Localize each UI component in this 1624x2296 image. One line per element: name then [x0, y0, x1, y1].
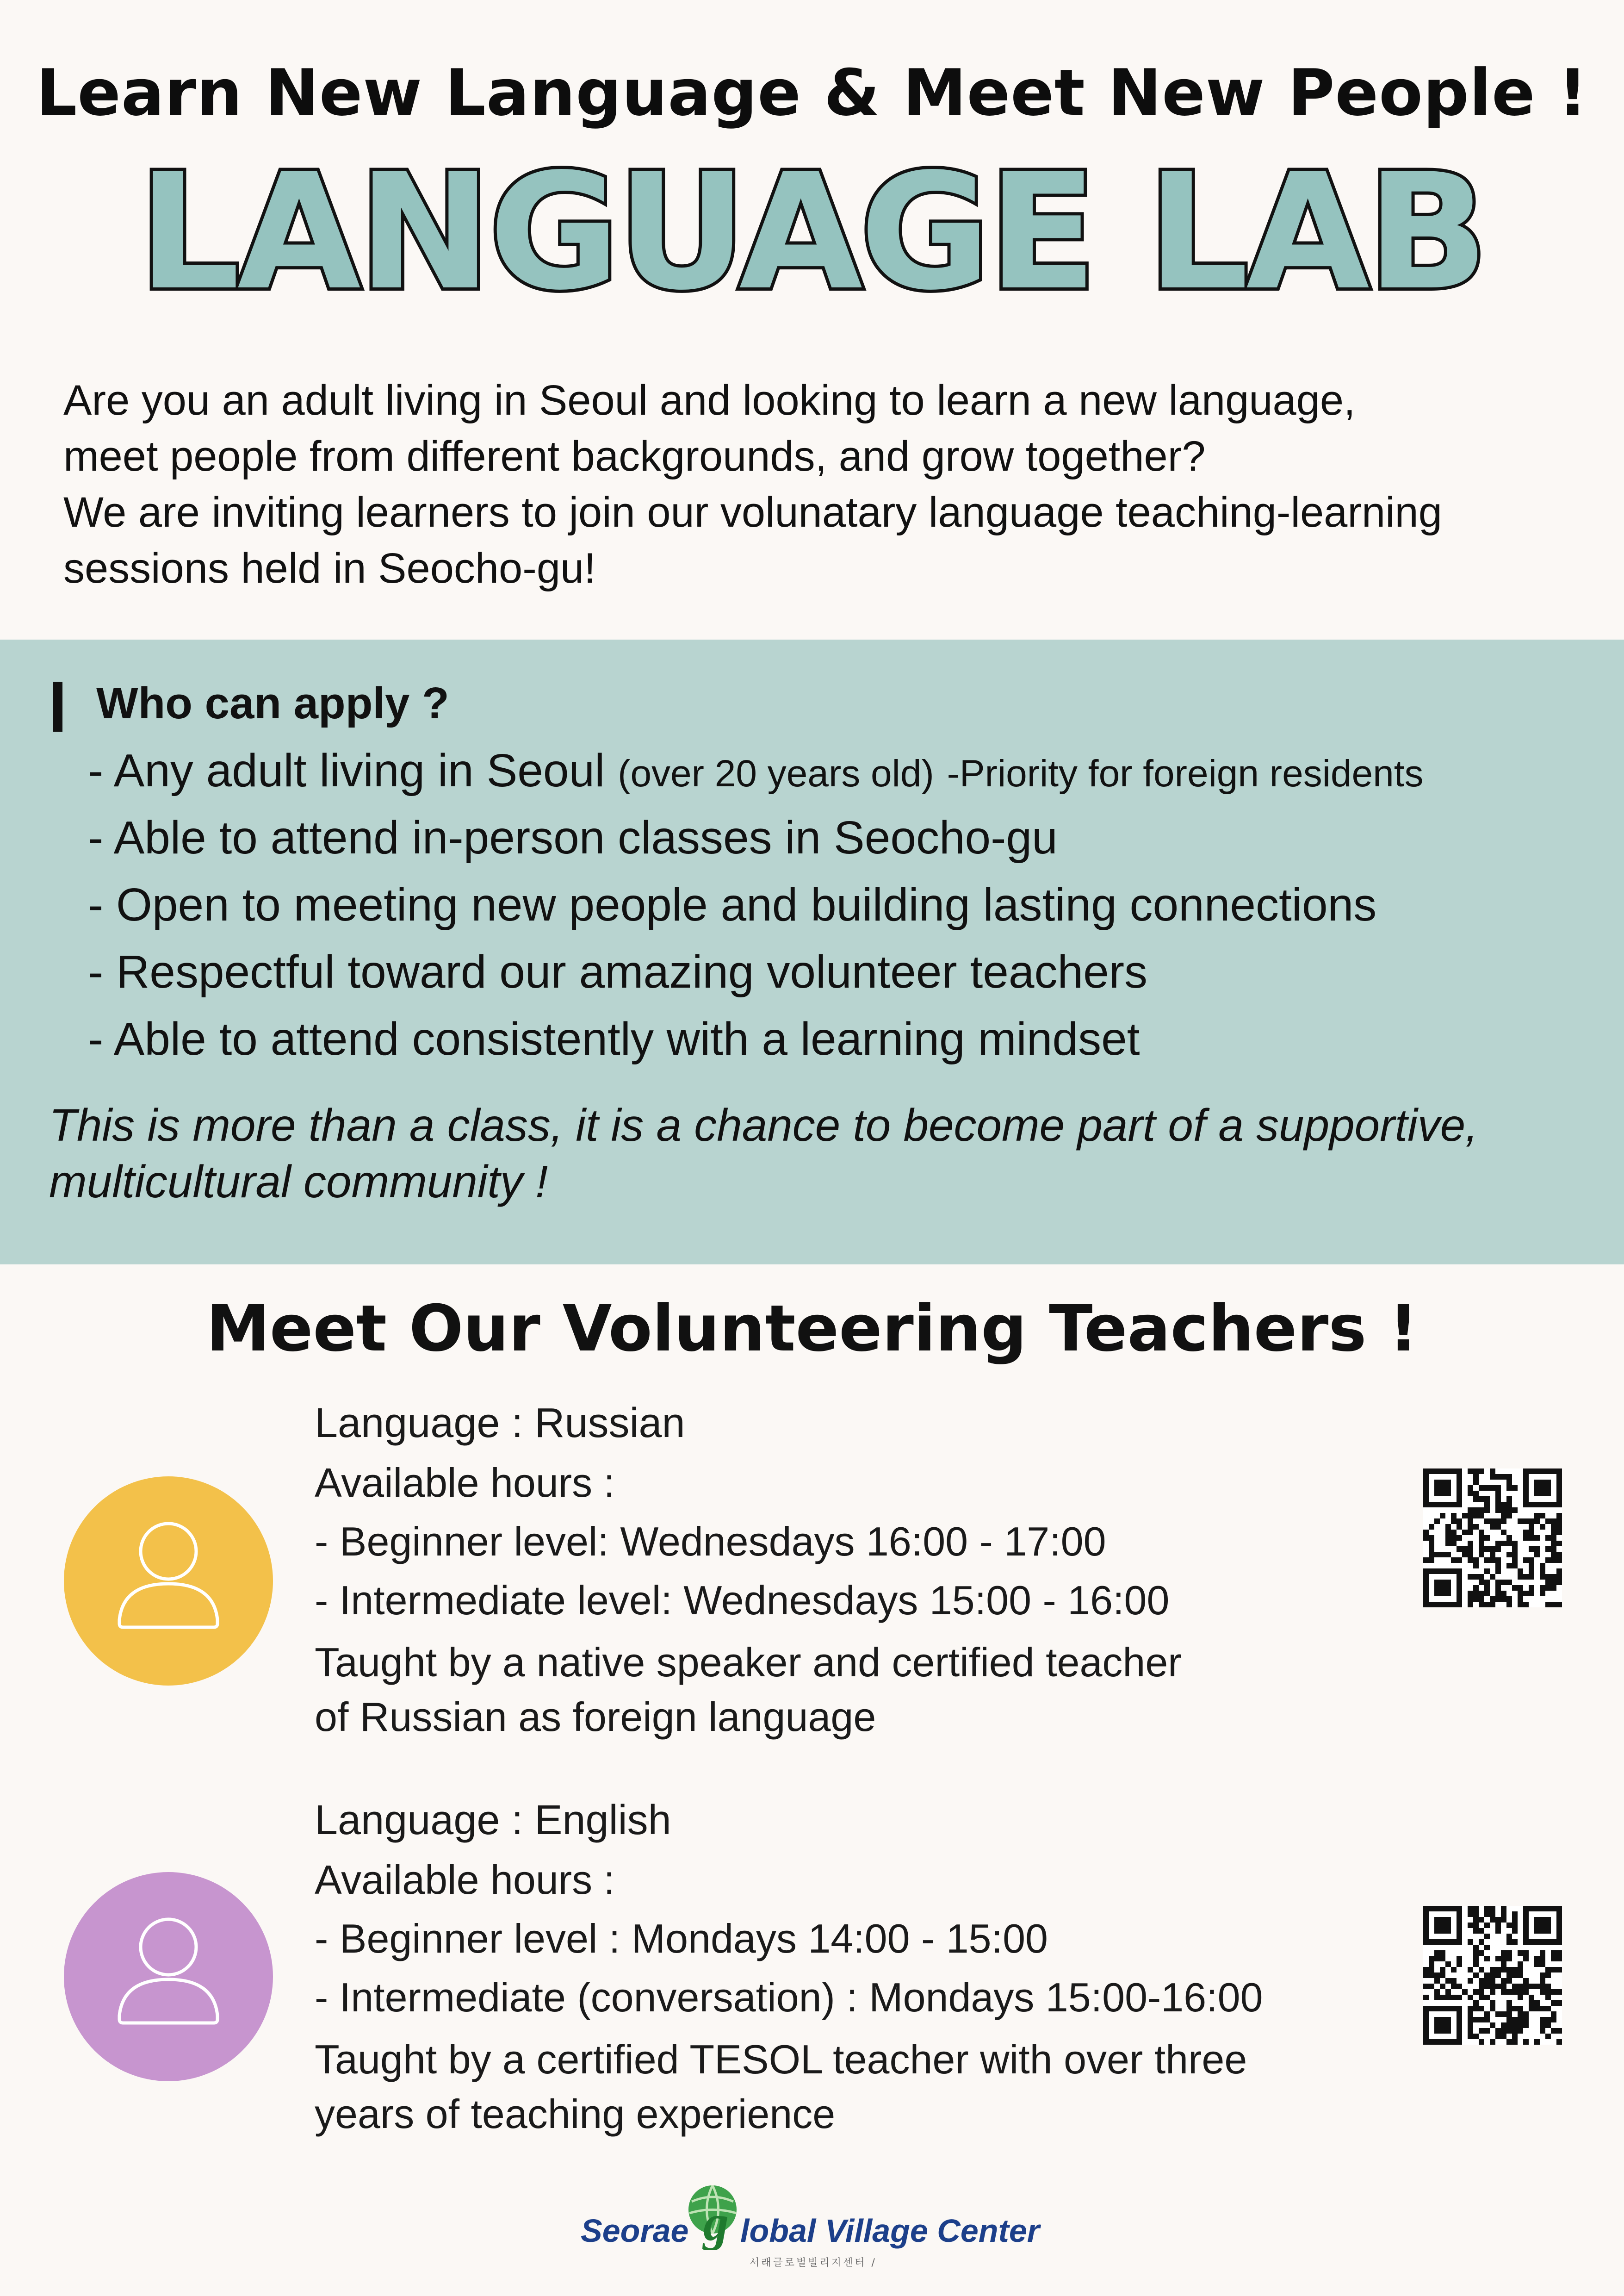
avatar-circle [64, 1476, 273, 1686]
intro-line: Are you an adult living in Seoul and looking to learn a new language, [63, 377, 1356, 424]
teacher-description [315, 1635, 1182, 1744]
hours-label: Available hours : [315, 1857, 615, 1903]
teacher-language: Language : English [315, 1797, 671, 1843]
teachers-heading: Meet Our Volunteering Teachers ! [206, 1291, 1418, 1366]
teacher-card-english [315, 1790, 1263, 2141]
description-line: of Russian as foreign language [315, 1694, 876, 1740]
list-item: - Able to attend consistently with a learning mindset [88, 1013, 1140, 1065]
description-line: years of teaching experience [315, 2091, 836, 2137]
closing-line: multicultural community ! [49, 1156, 548, 1207]
eligibility-list [88, 740, 1424, 1076]
logo-text-seorae: Seorae [581, 2213, 689, 2249]
intro-line: We are inviting learners to join our volunatary language teaching-learning [63, 489, 1442, 536]
avatar-circle [64, 1872, 273, 2081]
qr-code-russian[interactable] [1423, 1468, 1562, 1607]
eligibility-heading: Who can apply ? [96, 678, 449, 728]
heading-marker [53, 682, 62, 732]
qr-code-icon [1423, 1906, 1562, 2045]
teacher-avatar-english [64, 1872, 273, 2081]
person-icon [64, 1476, 273, 1686]
intro-paragraph [63, 373, 1590, 597]
page-title: LANGUAGE LAB [138, 140, 1486, 325]
list-item: - Open to meeting new people and building lasting connections [88, 879, 1377, 931]
intro-line: meet people from different backgrounds, and grow together? [63, 433, 1206, 480]
list-item [88, 740, 1424, 808]
description-line: Taught by a native speaker and certified teacher [315, 1639, 1182, 1685]
closing-statement [49, 1097, 1599, 1210]
list-item: - Respectful toward our amazing volunteer teachers [88, 946, 1148, 998]
qr-code-english[interactable] [1423, 1906, 1562, 2045]
teacher-description [315, 2032, 1263, 2141]
criterion-priority-note: -Priority for foreign residents [947, 753, 1424, 795]
person-icon [64, 1872, 273, 2081]
teacher-avatar-russian [64, 1476, 273, 1686]
hours-label: Available hours : [315, 1460, 615, 1506]
tagline: Learn New Language & Meet New People ! [36, 56, 1588, 130]
intro-line: sessions held in Seocho-gu! [63, 545, 596, 592]
globe-logo-icon [678, 2181, 747, 2250]
qr-code-icon [1423, 1468, 1562, 1607]
teacher-language: Language : Russian [315, 1400, 685, 1446]
hours-beginner: - Beginner level: Wednesdays 16:00 - 17:00 [315, 1518, 1106, 1564]
logo-text-center: lobal Village Center [740, 2213, 1040, 2249]
list-item: - Able to attend in-person classes in Seocho-gu [88, 812, 1058, 864]
hours-beginner: - Beginner level : Mondays 14:00 - 15:00 [315, 1916, 1048, 1961]
hours-intermediate: - Intermediate level: Wednesdays 15:00 - 16:00 [315, 1577, 1170, 1623]
teacher-card-russian [315, 1393, 1182, 1744]
criterion-age-note: (over 20 years old) [618, 753, 934, 795]
svg-text:g: g [703, 2195, 729, 2250]
hours-intermediate: - Intermediate (conversation) : Mondays 15:00-16:00 [315, 1974, 1263, 2020]
criterion-text: - Any adult living in Seoul [88, 745, 605, 796]
logo-subtitle: 서래글로벌빌리지센터 / [750, 2257, 877, 2269]
description-line: Taught by a certified TESOL teacher with over three [315, 2036, 1247, 2082]
closing-line: This is more than a class, it is a chance to become part of a supportive, [49, 1100, 1478, 1151]
